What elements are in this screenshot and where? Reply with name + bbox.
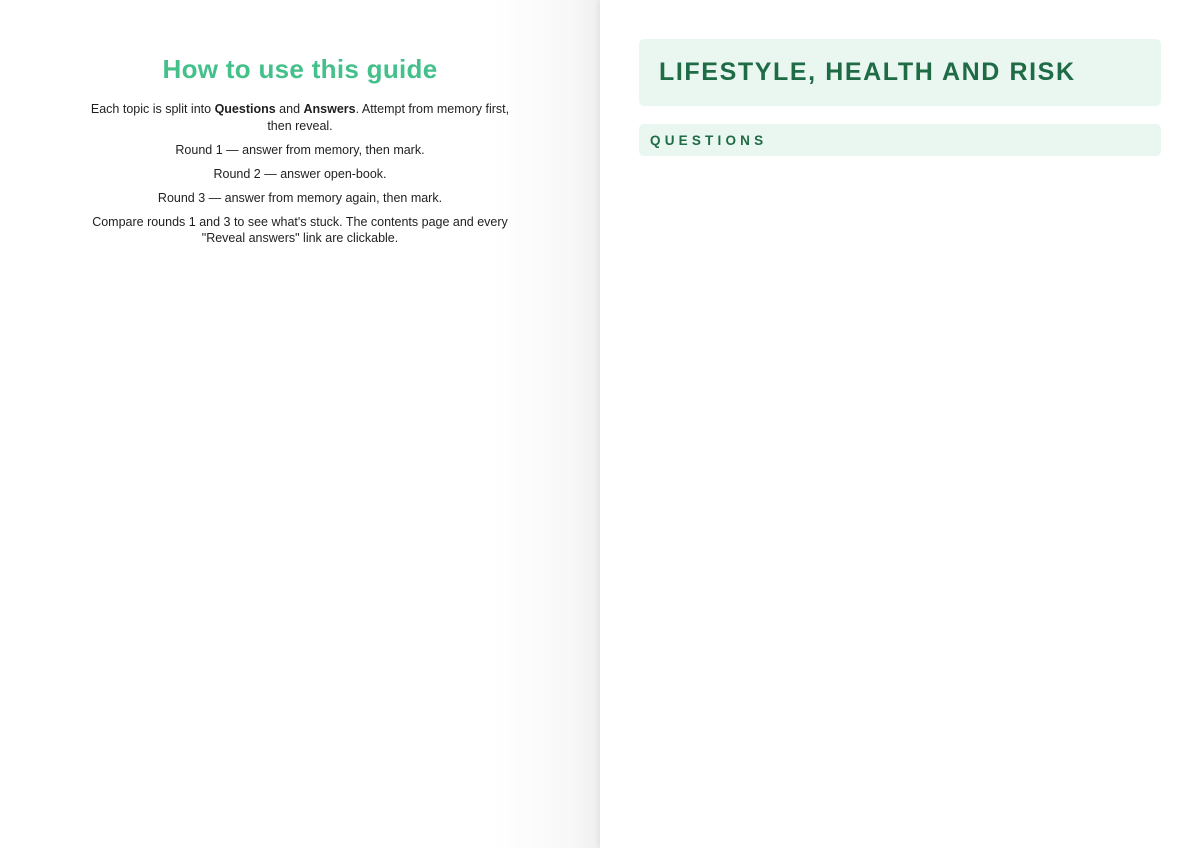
guide-instructions [88,101,512,254]
round-1-step: Round 1 — answer from memory, then mark. [175,142,425,157]
questions-term: Questions [214,102,276,116]
intro-and: and [275,102,304,116]
compare-paragraph: Compare rounds 1 and 3 to see what's stuck. The contents page and every "Reveal answers" link are clickable. [92,214,508,245]
intro-prefix: Each topic is split into [90,102,215,116]
topic-title: LIFESTYLE, HEALTH AND RISK [659,58,1076,86]
questions-section-header [639,124,1161,156]
guide-title: How to use this guide [162,54,438,84]
answers-term: Answers [303,102,356,116]
intro-paragraph [88,101,512,134]
intro-suffix: . Attempt from memory first, then reveal. [267,102,510,133]
topic-banner [639,39,1161,106]
section-label: QUESTIONS [650,132,768,148]
round-2-step: Round 2 — answer open-book. [213,166,387,181]
right-page [600,0,1200,848]
round-3-step: Round 3 — answer from memory again, then mark. [157,190,443,205]
